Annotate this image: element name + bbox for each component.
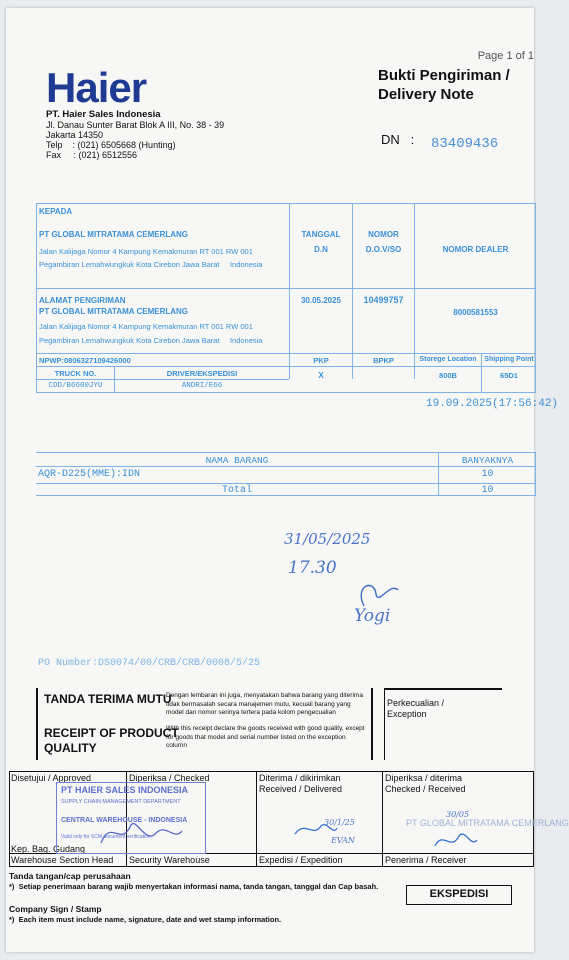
receipt-text-en: With this receipt declare the goods received with good quality, except for goods that model and serial number listed on the exception column xyxy=(166,725,365,749)
handwritten-time: 17.30 xyxy=(288,558,337,578)
address-line2: Jakarta 14350 xyxy=(46,130,104,140)
shipping-point-value: 65D1 xyxy=(500,371,518,380)
nomor-sub: D.O.V/SO xyxy=(365,245,402,254)
warehouse-head-label2: Warehouse Section Head xyxy=(11,855,114,865)
shipping-address1: Jalan Kalijaga Nomor 4 Kampung Kemakmuran RT 001 RW 001 xyxy=(39,322,253,331)
pkp-value: X xyxy=(318,371,324,380)
stamp-line4: Valid only for SCM document verification xyxy=(61,834,151,840)
haier-logo: Haier xyxy=(46,64,147,111)
items-col-qty: BANYAKNYA xyxy=(461,455,514,466)
item-row-qty: 10 xyxy=(481,469,494,480)
company-info xyxy=(46,109,224,160)
shipping-name: PT GLOBAL MITRATAMA CEMERLANG xyxy=(39,307,189,316)
recipient-name: PT GLOBAL MITRATAMA CEMERLANG xyxy=(39,230,189,239)
expedisi-name: EVAN xyxy=(331,836,355,845)
dealer-number: 8000581553 xyxy=(453,308,498,317)
delivery-note-sheet xyxy=(6,8,569,952)
storage-label: Storege Location xyxy=(419,356,477,363)
stamp-line3: CENTRAL WAREHOUSE - INDONESIA xyxy=(61,817,188,824)
stamp-line2: SUPPLY CHAIN MANAGEMENT DEPARTMENT xyxy=(61,799,181,805)
title-line1: Bukti Pengiriman / xyxy=(378,67,510,84)
recipient-address2: Pegambiran Lemahwungkuk Kota Cirebon Jawa Barat Indonesia xyxy=(39,260,263,269)
shipping-address2: Pegambiran Lemahwungkuk Kota Cirebon Jawa Barat Indonesia xyxy=(39,336,263,345)
nomor-header: NOMOR xyxy=(368,230,399,239)
tanggal-sub: D.N xyxy=(314,245,328,254)
received-delivered-label2: Received / Delivered xyxy=(259,784,343,794)
checked-label: Diperiksa / Checked xyxy=(129,773,210,783)
stamp-line1: PT HAIER SALES INDONESIA xyxy=(61,785,189,795)
fax: Fax : (021) 6512556 xyxy=(46,150,138,160)
driver-label: DRIVER/EKSPEDISI xyxy=(166,369,238,378)
total-qty: 10 xyxy=(481,485,494,496)
dn-number: 83409436 xyxy=(431,136,499,152)
footer-stamp-label: Tanda tangan/cap perusahaan xyxy=(9,871,131,881)
security-label: Security Warehouse xyxy=(129,855,210,865)
checked-received-label1: Diperiksa / diterima xyxy=(385,773,463,783)
nomor-dealer-header: NOMOR DEALER xyxy=(442,245,509,254)
tanggal-header: TANGGAL xyxy=(301,230,341,239)
storage-value: 800B xyxy=(439,371,457,380)
receiver-stamp: PT GLOBAL MITRATAMA CEMERLANG xyxy=(406,818,569,828)
receipt-title2b: QUALITY xyxy=(44,741,97,755)
document-title xyxy=(378,66,510,104)
receipt-title2a: RECEIPT OF PRODUCT xyxy=(44,726,179,740)
receiver-date: 30/05 xyxy=(446,810,470,819)
page-number: Page 1 of 1 xyxy=(477,50,534,62)
address-line1: Jl. Danau Sunter Barat Blok A III, No. 38 - 39 xyxy=(46,120,225,130)
recipient-address1: Jalan Kalijaga Nomor 4 Kampung Kemakmuran RT 001 RW 001 xyxy=(39,247,253,256)
company-name: PT. Haier Sales Indonesia xyxy=(46,109,161,120)
print-timestamp: 19.09.2025(17:56:42) xyxy=(426,398,559,410)
bpkp-label: BPKP xyxy=(373,356,394,365)
approver-signature xyxy=(96,813,186,853)
receiver-signature xyxy=(431,826,481,856)
kepada-label: KEPADA xyxy=(39,207,73,216)
receiver-label: Penerima / Receiver xyxy=(385,855,467,865)
receipt-text-id: Dengan lembaran ini juga, menyatakan bahwa barang yang diterima tidak bermasalah secara manajemen mutu, kecuali barang yang model dan nomor serinya tertera pada kolom pengecualian xyxy=(166,692,363,716)
npwp: NPWP:0806327109426000 xyxy=(39,356,131,365)
warehouse-head-label1: Kep. Bag. Gudang xyxy=(11,844,86,854)
expedisi-date: 30/1/25 xyxy=(324,818,355,827)
exception-label2: Exception xyxy=(387,709,427,719)
ekspedisi-box: EKSPEDISI xyxy=(406,885,512,905)
exception-label1: Perkecualian / xyxy=(387,698,445,708)
footer-sign-label: Company Sign / Stamp xyxy=(9,904,102,914)
dn-label: DN : xyxy=(381,132,415,147)
pkp-label: PKP xyxy=(313,356,329,365)
received-delivered-label1: Diterima / dikirimkan xyxy=(259,773,341,783)
expedition-label: Expedisi / Expedition xyxy=(259,855,343,865)
handwritten-name: Yogi xyxy=(354,606,391,626)
truck-label: TRUCK NO. xyxy=(54,369,97,378)
driver-name: ANDRI/E66 xyxy=(181,382,223,390)
shipping-point-label: Shipping Point xyxy=(484,356,534,363)
checked-received-label2: Checked / Received xyxy=(385,784,466,794)
shipping-date: 30.05.2025 xyxy=(300,296,342,305)
title-line2: Delivery Note xyxy=(378,86,474,103)
items-col-name: NAMA BARANG xyxy=(205,455,269,466)
order-number: 10499757 xyxy=(363,295,404,305)
approved-label: Disetujui / Approved xyxy=(11,773,92,783)
telp: Telp : (021) 6505668 (Hunting) xyxy=(46,140,176,150)
receipt-title1: TANDA TERIMA MUTU xyxy=(44,692,172,706)
po-number: PO Number:DS0074/00/CRB/CRB/0008/5/25 xyxy=(38,658,261,669)
handwritten-date: 31/05/2025 xyxy=(284,530,371,548)
footer-note-en: *) Each item must include name, signature, date and wet stamp information. xyxy=(9,915,282,924)
alamat-label: ALAMAT PENGIRIMAN xyxy=(39,296,126,305)
truck-number: CDD/B6600JYU xyxy=(48,382,103,390)
item-row-name: AQR-D225(MME):IDN xyxy=(38,469,141,480)
total-label: Total xyxy=(221,485,252,496)
footer-note-id: *) Setiap penerimaan barang wajib menyertakan informasi nama, tanda tangan, tanggal dan Cap basah. xyxy=(9,882,379,891)
